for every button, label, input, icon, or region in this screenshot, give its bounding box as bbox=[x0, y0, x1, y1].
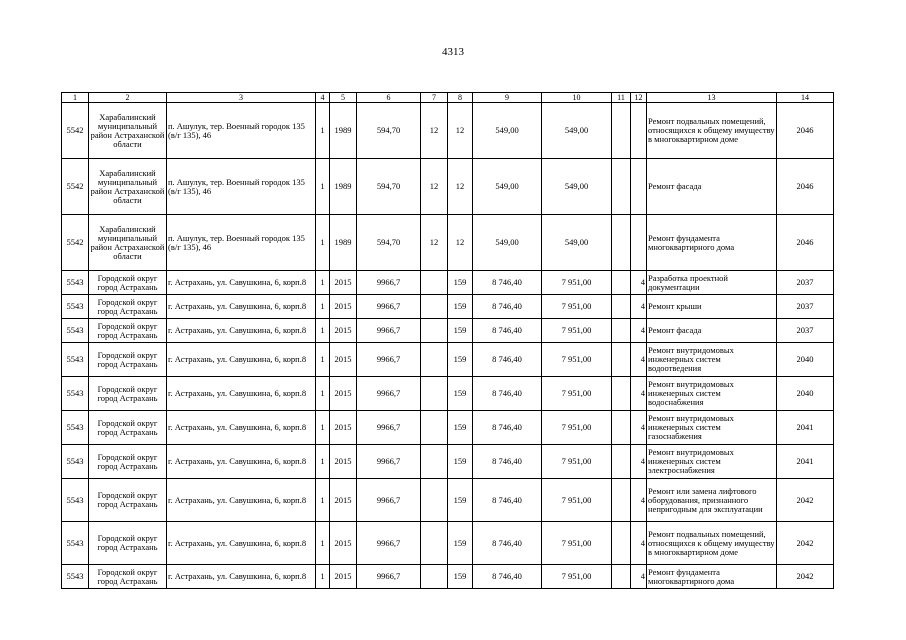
cell-area-9: 8 746,40 bbox=[473, 522, 542, 565]
cell-col-7 bbox=[421, 271, 448, 295]
cell-area-10: 7 951,00 bbox=[542, 271, 612, 295]
cell-work-type: Ремонт фасада bbox=[647, 319, 777, 343]
cell-col-4: 1 bbox=[316, 215, 330, 271]
cell-total-area: 9966,7 bbox=[357, 295, 421, 319]
cell-col-12: 4 bbox=[631, 271, 647, 295]
cell-address: г. Астрахань, ул. Савушкина, 6, корп.8 bbox=[167, 377, 316, 411]
table-row bbox=[62, 565, 834, 589]
cell-record-number: 5542 bbox=[62, 159, 89, 215]
cell-municipality: Городской округ город Астрахань bbox=[89, 343, 167, 377]
cell-col-4: 1 bbox=[316, 522, 330, 565]
table-row bbox=[62, 103, 834, 159]
cell-work-type: Ремонт крыши bbox=[647, 295, 777, 319]
cell-col-12: 4 bbox=[631, 479, 647, 522]
cell-col-4: 1 bbox=[316, 411, 330, 445]
cell-col-8: 159 bbox=[448, 319, 473, 343]
cell-total-area: 9966,7 bbox=[357, 445, 421, 479]
cell-planned-year: 2046 bbox=[777, 215, 834, 271]
cell-col-4: 1 bbox=[316, 377, 330, 411]
cell-year: 2015 bbox=[330, 565, 357, 589]
cell-col-12 bbox=[631, 103, 647, 159]
cell-col-11 bbox=[612, 215, 631, 271]
cell-col-8: 159 bbox=[448, 479, 473, 522]
cell-col-4: 1 bbox=[316, 445, 330, 479]
cell-total-area: 594,70 bbox=[357, 103, 421, 159]
cell-work-type: Ремонт внутридомовых инженерных систем водоотведения bbox=[647, 343, 777, 377]
cell-area-10: 7 951,00 bbox=[542, 295, 612, 319]
cell-total-area: 9966,7 bbox=[357, 411, 421, 445]
cell-area-9: 549,00 bbox=[473, 103, 542, 159]
column-number: 7 bbox=[421, 93, 448, 103]
cell-year: 2015 bbox=[330, 295, 357, 319]
cell-year: 2015 bbox=[330, 522, 357, 565]
column-number: 3 bbox=[167, 93, 316, 103]
capital-repair-table bbox=[61, 92, 834, 589]
cell-year: 1989 bbox=[330, 159, 357, 215]
cell-col-4: 1 bbox=[316, 565, 330, 589]
cell-col-12: 4 bbox=[631, 319, 647, 343]
table-row bbox=[62, 343, 834, 377]
cell-year: 2015 bbox=[330, 377, 357, 411]
cell-municipality: Городской округ город Астрахань bbox=[89, 522, 167, 565]
column-number-row bbox=[62, 93, 834, 103]
cell-col-7 bbox=[421, 295, 448, 319]
table-row bbox=[62, 522, 834, 565]
cell-area-9: 8 746,40 bbox=[473, 411, 542, 445]
cell-address: г. Астрахань, ул. Савушкина, 6, корп.8 bbox=[167, 271, 316, 295]
cell-col-11 bbox=[612, 445, 631, 479]
cell-address: г. Астрахань, ул. Савушкина, 6, корп.8 bbox=[167, 522, 316, 565]
column-number: 11 bbox=[612, 93, 631, 103]
cell-area-10: 7 951,00 bbox=[542, 343, 612, 377]
cell-total-area: 9966,7 bbox=[357, 319, 421, 343]
cell-address: г. Астрахань, ул. Савушкина, 6, корп.8 bbox=[167, 445, 316, 479]
cell-col-8: 159 bbox=[448, 565, 473, 589]
table-row bbox=[62, 319, 834, 343]
cell-col-12: 4 bbox=[631, 522, 647, 565]
column-number: 4 bbox=[316, 93, 330, 103]
cell-planned-year: 2046 bbox=[777, 103, 834, 159]
cell-total-area: 9966,7 bbox=[357, 522, 421, 565]
column-number: 14 bbox=[777, 93, 834, 103]
cell-work-type: Ремонт фундамента многоквартирного дома bbox=[647, 215, 777, 271]
column-number: 5 bbox=[330, 93, 357, 103]
cell-municipality: Харабалинский муниципальный район Астраханской области bbox=[89, 159, 167, 215]
table-row bbox=[62, 479, 834, 522]
cell-year: 2015 bbox=[330, 411, 357, 445]
cell-address: п. Ашулук, тер. Военный городок 135 (в/г 135), 46 bbox=[167, 159, 316, 215]
column-number: 10 bbox=[542, 93, 612, 103]
cell-area-10: 549,00 bbox=[542, 215, 612, 271]
cell-area-10: 549,00 bbox=[542, 159, 612, 215]
cell-col-11 bbox=[612, 411, 631, 445]
cell-total-area: 9966,7 bbox=[357, 377, 421, 411]
cell-work-type: Ремонт подвальных помещений, относящихся к общему имуществу в многоквартирном доме bbox=[647, 522, 777, 565]
cell-total-area: 9966,7 bbox=[357, 271, 421, 295]
cell-address: г. Астрахань, ул. Савушкина, 6, корп.8 bbox=[167, 411, 316, 445]
cell-total-area: 594,70 bbox=[357, 159, 421, 215]
cell-col-8: 159 bbox=[448, 377, 473, 411]
cell-record-number: 5543 bbox=[62, 479, 89, 522]
cell-planned-year: 2042 bbox=[777, 522, 834, 565]
cell-year: 2015 bbox=[330, 479, 357, 522]
cell-planned-year: 2037 bbox=[777, 295, 834, 319]
cell-planned-year: 2040 bbox=[777, 377, 834, 411]
cell-col-8: 159 bbox=[448, 343, 473, 377]
cell-col-7 bbox=[421, 319, 448, 343]
cell-address: п. Ашулук, тер. Военный городок 135 (в/г 135), 46 bbox=[167, 215, 316, 271]
cell-col-8: 12 bbox=[448, 103, 473, 159]
cell-record-number: 5543 bbox=[62, 411, 89, 445]
column-number: 9 bbox=[473, 93, 542, 103]
cell-address: г. Астрахань, ул. Савушкина, 6, корп.8 bbox=[167, 295, 316, 319]
cell-area-10: 7 951,00 bbox=[542, 319, 612, 343]
cell-col-7 bbox=[421, 565, 448, 589]
cell-col-8: 12 bbox=[448, 159, 473, 215]
cell-total-area: 9966,7 bbox=[357, 343, 421, 377]
cell-record-number: 5543 bbox=[62, 295, 89, 319]
cell-area-10: 7 951,00 bbox=[542, 522, 612, 565]
cell-col-8: 159 bbox=[448, 522, 473, 565]
cell-col-11 bbox=[612, 479, 631, 522]
cell-col-7 bbox=[421, 479, 448, 522]
cell-area-9: 8 746,40 bbox=[473, 295, 542, 319]
cell-work-type: Ремонт внутридомовых инженерных систем электроснабжения bbox=[647, 445, 777, 479]
cell-year: 2015 bbox=[330, 271, 357, 295]
cell-record-number: 5542 bbox=[62, 215, 89, 271]
cell-address: г. Астрахань, ул. Савушкина, 6, корп.8 bbox=[167, 343, 316, 377]
cell-col-8: 159 bbox=[448, 411, 473, 445]
column-number: 6 bbox=[357, 93, 421, 103]
cell-planned-year: 2041 bbox=[777, 411, 834, 445]
table-row bbox=[62, 411, 834, 445]
cell-total-area: 9966,7 bbox=[357, 479, 421, 522]
cell-area-9: 549,00 bbox=[473, 159, 542, 215]
cell-work-type: Ремонт внутридомовых инженерных систем водоснабжения bbox=[647, 377, 777, 411]
cell-municipality: Харабалинский муниципальный район Астраханской области bbox=[89, 215, 167, 271]
cell-municipality: Харабалинский муниципальный район Астраханской области bbox=[89, 103, 167, 159]
cell-municipality: Городской округ город Астрахань bbox=[89, 479, 167, 522]
cell-record-number: 5542 bbox=[62, 103, 89, 159]
cell-col-4: 1 bbox=[316, 479, 330, 522]
column-number: 12 bbox=[631, 93, 647, 103]
cell-area-10: 7 951,00 bbox=[542, 411, 612, 445]
cell-address: г. Астрахань, ул. Савушкина, 6, корп.8 bbox=[167, 319, 316, 343]
cell-area-9: 549,00 bbox=[473, 215, 542, 271]
cell-area-9: 8 746,40 bbox=[473, 271, 542, 295]
cell-area-9: 8 746,40 bbox=[473, 479, 542, 522]
cell-work-type: Ремонт фасада bbox=[647, 159, 777, 215]
cell-planned-year: 2046 bbox=[777, 159, 834, 215]
cell-work-type: Ремонт или замена лифтового оборудования, признанного непригодным для эксплуатации bbox=[647, 479, 777, 522]
table-row bbox=[62, 271, 834, 295]
cell-col-11 bbox=[612, 103, 631, 159]
cell-col-7: 12 bbox=[421, 103, 448, 159]
cell-col-12 bbox=[631, 159, 647, 215]
cell-address: п. Ашулук, тер. Военный городок 135 (в/г 135), 46 bbox=[167, 103, 316, 159]
cell-col-7 bbox=[421, 445, 448, 479]
cell-record-number: 5543 bbox=[62, 445, 89, 479]
cell-year: 1989 bbox=[330, 103, 357, 159]
cell-col-4: 1 bbox=[316, 159, 330, 215]
cell-year: 2015 bbox=[330, 445, 357, 479]
cell-area-10: 7 951,00 bbox=[542, 377, 612, 411]
cell-planned-year: 2041 bbox=[777, 445, 834, 479]
cell-col-7 bbox=[421, 377, 448, 411]
cell-col-12: 4 bbox=[631, 377, 647, 411]
cell-col-4: 1 bbox=[316, 271, 330, 295]
cell-col-12 bbox=[631, 215, 647, 271]
cell-municipality: Городской округ город Астрахань bbox=[89, 295, 167, 319]
cell-area-9: 8 746,40 bbox=[473, 445, 542, 479]
cell-col-7 bbox=[421, 522, 448, 565]
cell-col-12: 4 bbox=[631, 343, 647, 377]
cell-record-number: 5543 bbox=[62, 377, 89, 411]
cell-col-8: 159 bbox=[448, 295, 473, 319]
cell-planned-year: 2037 bbox=[777, 271, 834, 295]
cell-municipality: Городской округ город Астрахань bbox=[89, 377, 167, 411]
cell-col-11 bbox=[612, 159, 631, 215]
column-number: 1 bbox=[62, 93, 89, 103]
cell-total-area: 9966,7 bbox=[357, 565, 421, 589]
cell-area-10: 549,00 bbox=[542, 103, 612, 159]
cell-col-11 bbox=[612, 319, 631, 343]
cell-col-8: 159 bbox=[448, 445, 473, 479]
table-row bbox=[62, 377, 834, 411]
table-row bbox=[62, 215, 834, 271]
cell-planned-year: 2042 bbox=[777, 565, 834, 589]
cell-col-12: 4 bbox=[631, 565, 647, 589]
cell-planned-year: 2040 bbox=[777, 343, 834, 377]
cell-col-7: 12 bbox=[421, 159, 448, 215]
cell-work-type: Ремонт фундамента многоквартирного дома bbox=[647, 565, 777, 589]
column-number: 13 bbox=[647, 93, 777, 103]
cell-area-9: 8 746,40 bbox=[473, 377, 542, 411]
cell-area-10: 7 951,00 bbox=[542, 445, 612, 479]
cell-address: г. Астрахань, ул. Савушкина, 6, корп.8 bbox=[167, 479, 316, 522]
cell-col-8: 159 bbox=[448, 271, 473, 295]
cell-col-7: 12 bbox=[421, 215, 448, 271]
cell-col-11 bbox=[612, 377, 631, 411]
cell-area-9: 8 746,40 bbox=[473, 565, 542, 589]
cell-year: 1989 bbox=[330, 215, 357, 271]
cell-col-11 bbox=[612, 343, 631, 377]
cell-record-number: 5543 bbox=[62, 271, 89, 295]
cell-year: 2015 bbox=[330, 319, 357, 343]
cell-col-11 bbox=[612, 295, 631, 319]
cell-col-7 bbox=[421, 411, 448, 445]
cell-col-4: 1 bbox=[316, 103, 330, 159]
column-number: 2 bbox=[89, 93, 167, 103]
cell-record-number: 5543 bbox=[62, 522, 89, 565]
cell-planned-year: 2042 bbox=[777, 479, 834, 522]
cell-col-11 bbox=[612, 271, 631, 295]
cell-record-number: 5543 bbox=[62, 343, 89, 377]
table-row bbox=[62, 445, 834, 479]
cell-col-12: 4 bbox=[631, 445, 647, 479]
cell-total-area: 594,70 bbox=[357, 215, 421, 271]
cell-col-7 bbox=[421, 343, 448, 377]
cell-record-number: 5543 bbox=[62, 565, 89, 589]
cell-year: 2015 bbox=[330, 343, 357, 377]
cell-col-12: 4 bbox=[631, 411, 647, 445]
cell-municipality: Городской округ город Астрахань bbox=[89, 411, 167, 445]
table-row bbox=[62, 159, 834, 215]
table-row bbox=[62, 295, 834, 319]
cell-area-10: 7 951,00 bbox=[542, 565, 612, 589]
cell-area-9: 8 746,40 bbox=[473, 343, 542, 377]
cell-municipality: Городской округ город Астрахань bbox=[89, 271, 167, 295]
cell-col-4: 1 bbox=[316, 295, 330, 319]
cell-address: г. Астрахань, ул. Савушкина, 6, корп.8 bbox=[167, 565, 316, 589]
cell-work-type: Ремонт подвальных помещений, относящихся к общему имуществу в многоквартирном доме bbox=[647, 103, 777, 159]
cell-col-11 bbox=[612, 522, 631, 565]
column-number: 8 bbox=[448, 93, 473, 103]
cell-municipality: Городской округ город Астрахань bbox=[89, 565, 167, 589]
cell-planned-year: 2037 bbox=[777, 319, 834, 343]
cell-municipality: Городской округ город Астрахань bbox=[89, 445, 167, 479]
cell-col-12: 4 bbox=[631, 295, 647, 319]
cell-col-4: 1 bbox=[316, 343, 330, 377]
page-number: 4313 bbox=[442, 46, 464, 58]
cell-record-number: 5543 bbox=[62, 319, 89, 343]
cell-work-type: Разработка проектной документации bbox=[647, 271, 777, 295]
cell-col-11 bbox=[612, 565, 631, 589]
cell-col-4: 1 bbox=[316, 319, 330, 343]
cell-area-9: 8 746,40 bbox=[473, 319, 542, 343]
cell-area-10: 7 951,00 bbox=[542, 479, 612, 522]
cell-work-type: Ремонт внутридомовых инженерных систем газоснабжения bbox=[647, 411, 777, 445]
cell-municipality: Городской округ город Астрахань bbox=[89, 319, 167, 343]
cell-col-8: 12 bbox=[448, 215, 473, 271]
